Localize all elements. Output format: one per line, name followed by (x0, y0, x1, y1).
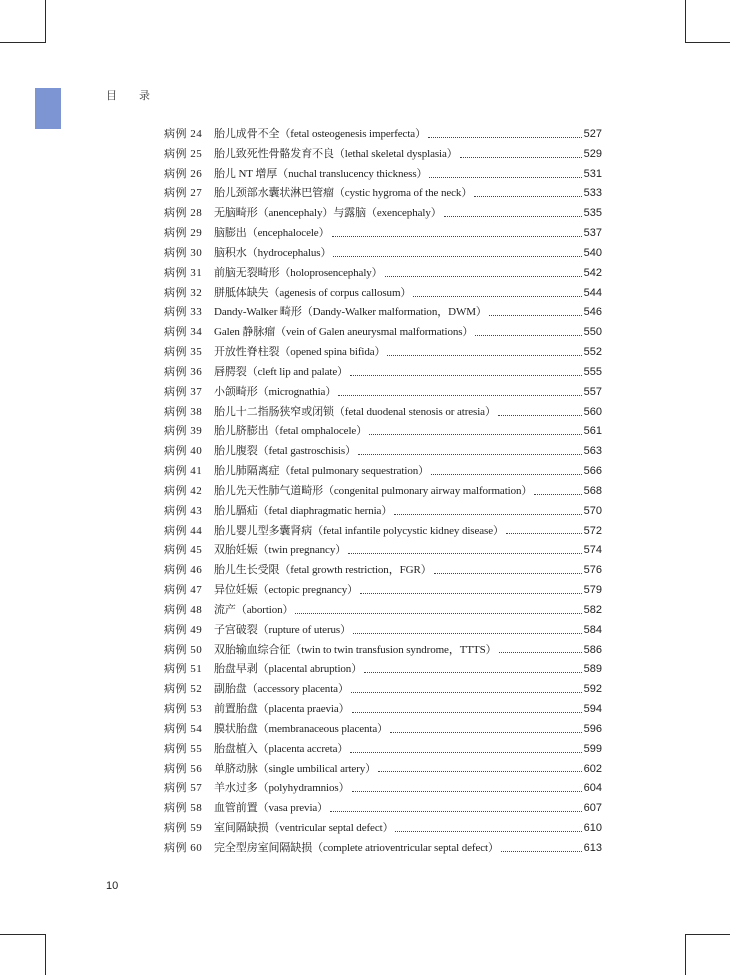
case-number: 病例 46 (164, 564, 203, 577)
toc-entry[interactable] (164, 462, 602, 482)
entry-page-number: 574 (583, 544, 602, 557)
entry-page-number: 531 (583, 167, 602, 180)
dot-leader (431, 473, 582, 475)
case-number: 病例 38 (164, 405, 203, 418)
dot-leader (434, 572, 582, 574)
entry-title: 胎儿生长受限（fetal growth restriction，FGR） (214, 564, 432, 577)
entry-page-number: 568 (583, 484, 602, 497)
case-number: 病例 53 (164, 703, 203, 716)
case-number: 病例 33 (164, 306, 203, 319)
case-number: 病例 30 (164, 246, 203, 259)
entry-page-number: 533 (583, 187, 602, 200)
entry-title: 脑膨出（encephalocele） (214, 227, 330, 240)
entry-page-number: 544 (583, 286, 602, 299)
case-number: 病例 51 (164, 663, 203, 676)
case-number: 病例 37 (164, 385, 203, 398)
entry-page-number: 535 (583, 207, 602, 220)
section-color-tab (35, 88, 61, 129)
entry-page-number: 592 (583, 683, 602, 696)
entry-page-number: 560 (583, 405, 602, 418)
entry-page-number: 579 (583, 584, 602, 597)
entry-page-number: 596 (583, 722, 602, 735)
entry-page-number: 599 (583, 742, 602, 755)
entry-title: 唇腭裂（cleft lip and palate） (214, 365, 349, 378)
toc-entry[interactable] (164, 561, 602, 581)
entry-title: 胎儿肺隔离症（fetal pulmonary sequestration） (214, 465, 430, 478)
entry-page-number: 602 (583, 762, 602, 775)
toc-entry[interactable] (164, 145, 602, 165)
case-number: 病例 41 (164, 465, 203, 478)
table-of-contents (164, 125, 602, 859)
toc-entry[interactable] (164, 522, 602, 542)
entry-title: Dandy-Walker 畸形（Dandy-Walker malformation，DWM） (214, 306, 487, 319)
entry-title: 副胎盘（accessory placenta） (214, 683, 349, 696)
case-number: 病例 43 (164, 504, 203, 517)
case-number: 病例 55 (164, 742, 203, 755)
toc-entry[interactable] (164, 184, 602, 204)
page-number: 10 (106, 880, 119, 892)
crop-mark-top-right-vertical (685, 0, 686, 42)
toc-entry[interactable] (164, 383, 602, 403)
case-number: 病例 50 (164, 643, 203, 656)
toc-entry[interactable] (164, 779, 602, 799)
entry-page-number: 552 (583, 346, 602, 359)
dot-leader (395, 830, 581, 832)
case-number: 病例 44 (164, 524, 203, 537)
entry-title: 胎儿婴儿型多囊肾病（fetal infantile polycystic kidney disease） (214, 524, 504, 537)
toc-entry[interactable] (164, 700, 602, 720)
dot-leader (352, 790, 582, 792)
dot-leader (444, 215, 582, 217)
case-number: 病例 32 (164, 286, 203, 299)
toc-entry[interactable] (164, 303, 602, 323)
entry-page-number: 566 (583, 465, 602, 478)
case-number: 病例 58 (164, 802, 203, 815)
case-number: 病例 60 (164, 841, 203, 854)
toc-entry[interactable] (164, 720, 602, 740)
case-number: 病例 36 (164, 365, 203, 378)
toc-entry[interactable] (164, 323, 602, 343)
entry-page-number: 527 (583, 128, 602, 140)
toc-entry[interactable] (164, 581, 602, 601)
entry-title: 胎儿致死性骨骼发育不良（lethal skeletal dysplasia） (214, 147, 458, 160)
toc-entry[interactable] (164, 541, 602, 561)
dot-leader (506, 532, 582, 534)
dot-leader (333, 255, 581, 257)
entry-title: 室间隔缺损（ventricular septal defect） (214, 821, 394, 834)
entry-page-number: 542 (583, 266, 602, 279)
entry-title: 胎儿十二指肠狭窄或闭锁（fetal duodenal stenosis or atresia） (214, 405, 496, 418)
toc-entry[interactable] (164, 482, 602, 502)
toc-entry[interactable] (164, 740, 602, 760)
entry-title: 小颌畸形（micrognathia） (214, 385, 337, 398)
case-number: 病例 52 (164, 683, 203, 696)
crop-mark-top-left-horizontal (0, 42, 46, 43)
entry-title: Galen 静脉瘤（vein of Galen aneurysmal malformations） (214, 326, 474, 339)
toc-entry[interactable] (164, 799, 602, 819)
crop-mark-bottom-right-horizontal (685, 934, 730, 935)
case-number: 病例 59 (164, 821, 203, 834)
entry-title: 胎儿脐膨出（fetal omphalocele） (214, 425, 368, 438)
case-number: 病例 25 (164, 147, 203, 160)
dot-leader (338, 394, 581, 396)
entry-title: 流产（abortion） (214, 603, 294, 616)
dot-leader (428, 136, 582, 138)
dot-leader (332, 235, 582, 237)
section-label (106, 87, 150, 103)
toc-entry[interactable] (164, 284, 602, 304)
dot-leader (413, 295, 581, 297)
entry-title: 血管前置（vasa previa） (214, 802, 329, 815)
toc-entry[interactable] (164, 660, 602, 680)
case-number: 病例 42 (164, 484, 203, 497)
case-number: 病例 39 (164, 425, 203, 438)
dot-leader (429, 176, 581, 178)
entry-title: 双胎妊娠（twin pregnancy） (214, 544, 347, 557)
dot-leader (330, 810, 582, 812)
dot-leader (499, 651, 582, 653)
entry-page-number: 557 (583, 385, 602, 398)
dot-leader (385, 275, 582, 277)
case-number: 病例 26 (164, 167, 203, 180)
entry-title: 胼胝体缺失（agenesis of corpus callosum） (214, 286, 412, 299)
entry-title: 胎儿 NT 增厚（nuchal translucency thickness） (214, 167, 428, 180)
entry-page-number: 537 (583, 227, 602, 240)
case-number: 病例 29 (164, 227, 203, 240)
entry-title: 脑积水（hydrocephalus） (214, 246, 332, 259)
entry-page-number: 582 (583, 603, 602, 616)
dot-leader (394, 513, 581, 515)
entry-page-number: 594 (583, 703, 602, 716)
entry-title: 胎儿颈部水囊状淋巴管瘤（cystic hygroma of the neck） (214, 187, 473, 200)
case-number: 病例 47 (164, 584, 203, 597)
toc-entry[interactable] (164, 621, 602, 641)
case-number: 病例 40 (164, 445, 203, 458)
case-number: 病例 27 (164, 187, 203, 200)
entry-title: 羊水过多（polyhydramnios） (214, 782, 350, 795)
entry-page-number: 546 (583, 306, 602, 319)
entry-page-number: 576 (583, 564, 602, 577)
crop-mark-bottom-left-horizontal (0, 934, 46, 935)
toc-entry[interactable] (164, 839, 602, 859)
entry-page-number: 589 (583, 663, 602, 676)
toc-entry[interactable] (164, 422, 602, 442)
dot-leader (387, 354, 581, 356)
entry-title: 双胎输血综合征（twin to twin transfusion syndrome，TTTS） (214, 643, 497, 656)
case-number: 病例 34 (164, 326, 203, 339)
toc-entry[interactable] (164, 601, 602, 621)
dot-leader (369, 433, 582, 435)
entry-title: 胎儿先天性肺气道畸形（congenital pulmonary airway malformation） (214, 484, 533, 497)
toc-entry[interactable] (164, 502, 602, 522)
entry-title: 胎儿腹裂（fetal gastroschisis） (214, 445, 357, 458)
entry-page-number: 584 (583, 623, 602, 636)
crop-mark-top-right-horizontal (685, 42, 730, 43)
toc-entry[interactable] (164, 819, 602, 839)
entry-page-number: 610 (583, 821, 602, 834)
entry-title: 胎盘早剥（placental abruption） (214, 663, 363, 676)
toc-entry[interactable] (164, 363, 602, 383)
dot-leader (474, 195, 581, 197)
dot-leader (460, 156, 582, 158)
section-label-char-1: 目 (106, 90, 117, 102)
dot-leader (352, 711, 582, 713)
entry-title: 异位妊娠（ectopic pregnancy） (214, 584, 359, 597)
toc-entry[interactable] (164, 204, 602, 224)
toc-entry[interactable] (164, 343, 602, 363)
entry-page-number: 563 (583, 445, 602, 458)
entry-title: 开放性脊柱裂（opened spina bifida） (214, 346, 386, 359)
dot-leader (390, 731, 582, 733)
dot-leader (350, 374, 582, 376)
case-number: 病例 57 (164, 782, 203, 795)
dot-leader (351, 691, 582, 693)
entry-page-number: 555 (583, 365, 602, 378)
entry-page-number: 613 (583, 841, 602, 854)
dot-leader (358, 453, 582, 455)
crop-mark-bottom-left-vertical (45, 934, 46, 975)
case-number: 病例 24 (164, 128, 203, 140)
case-number: 病例 54 (164, 722, 203, 735)
entry-title: 单脐动脉（single umbilical artery） (214, 762, 377, 775)
dot-leader (360, 592, 582, 594)
dot-leader (501, 850, 582, 852)
entry-title: 胎儿成骨不全（fetal osteogenesis imperfecta） (214, 128, 426, 140)
entry-title: 前置胎盘（placenta praevia） (214, 703, 350, 716)
entry-page-number: 561 (583, 425, 602, 438)
dot-leader (534, 493, 581, 495)
crop-mark-bottom-right-vertical (685, 934, 686, 975)
entry-title: 胎盘植入（placenta accreta） (214, 742, 349, 755)
case-number: 病例 56 (164, 762, 203, 775)
dot-leader (353, 632, 582, 634)
toc-entry[interactable] (164, 760, 602, 780)
dot-leader (378, 770, 582, 772)
case-number: 病例 48 (164, 603, 203, 616)
case-number: 病例 49 (164, 623, 203, 636)
entry-page-number: 604 (583, 782, 602, 795)
toc-entry[interactable] (164, 641, 602, 661)
toc-entry[interactable] (164, 224, 602, 244)
entry-title: 前脑无裂畸形（holoprosencephaly） (214, 266, 383, 279)
case-number: 病例 31 (164, 266, 203, 279)
entry-page-number: 540 (583, 246, 602, 259)
entry-title: 胎儿膈疝（fetal diaphragmatic hernia） (214, 504, 393, 517)
entry-page-number: 572 (583, 524, 602, 537)
toc-entry[interactable] (164, 165, 602, 185)
toc-entry[interactable] (164, 442, 602, 462)
case-number: 病例 35 (164, 346, 203, 359)
crop-mark-top-left-vertical (45, 0, 46, 42)
dot-leader (364, 671, 582, 673)
entry-page-number: 607 (583, 802, 602, 815)
section-label-char-2: 录 (139, 90, 150, 102)
entry-page-number: 550 (583, 326, 602, 339)
dot-leader (475, 334, 581, 336)
toc-entry[interactable] (164, 403, 602, 423)
dot-leader (348, 552, 582, 554)
dot-leader (295, 612, 581, 614)
toc-entry[interactable] (164, 680, 602, 700)
dot-leader (489, 314, 582, 316)
toc-entry[interactable] (164, 264, 602, 284)
entry-page-number: 529 (583, 147, 602, 160)
entry-page-number: 586 (583, 643, 602, 656)
entry-page-number: 570 (583, 504, 602, 517)
entry-title: 子宫破裂（rupture of uterus） (214, 623, 352, 636)
toc-entry[interactable] (164, 244, 602, 264)
toc-entry[interactable] (164, 125, 602, 145)
case-number: 病例 45 (164, 544, 203, 557)
entry-title: 无脑畸形（anencephaly）与露脑（exencephaly） (214, 207, 442, 220)
entry-title: 膜状胎盘（membranaceous placenta） (214, 722, 389, 735)
case-number: 病例 28 (164, 207, 203, 220)
dot-leader (498, 414, 582, 416)
entry-title: 完全型房室间隔缺损（complete atrioventricular septal defect） (214, 841, 499, 854)
dot-leader (350, 751, 581, 753)
